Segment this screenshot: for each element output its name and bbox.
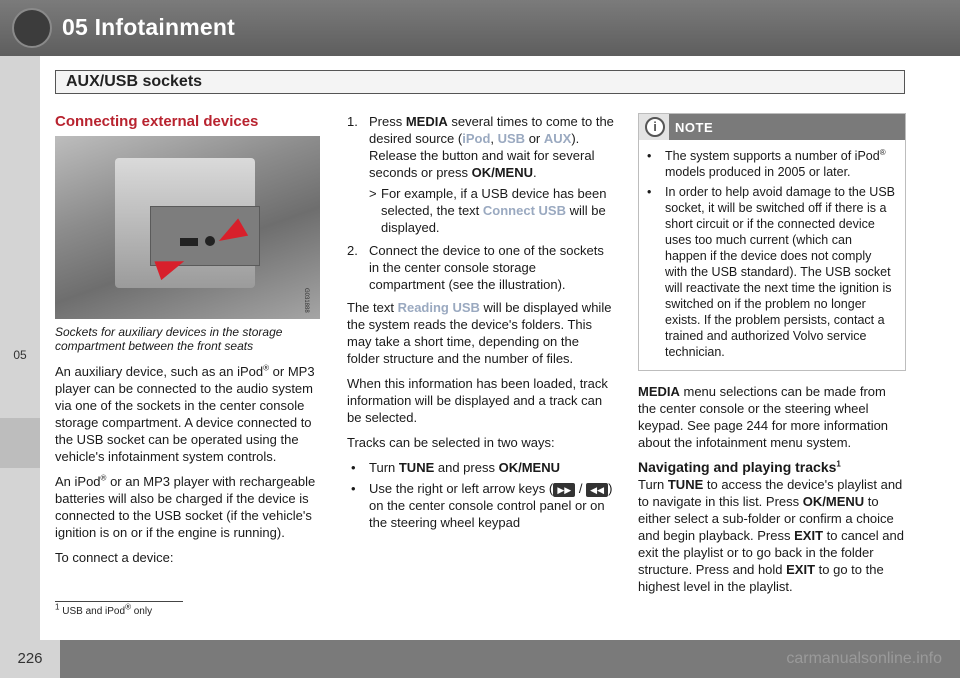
paragraph: When this information has been loaded, track information will be displayed and a track can be selected. xyxy=(347,376,608,425)
sidebar-tab xyxy=(0,56,40,640)
page-footer xyxy=(0,640,960,678)
paragraph: An auxiliary device, such as an iPod® or MP3 player can be connected to the audio system via one of the sockets in the center console storage compartment. A device connected to the USB socket can be operated using the vehicle's infotainment system controls. xyxy=(55,363,315,464)
page-number: 226 xyxy=(0,640,60,678)
step-item: 2. Connect the device to one of the sockets in the center console storage compartment (see the illustration). xyxy=(347,243,604,292)
bullet-item: • Use the right or left arrow keys ( ▶▶ / ◀◀ ) on the center console control panel or on the steering wheel keypad xyxy=(351,481,613,530)
footnote-divider xyxy=(55,601,183,602)
section-heading: Connecting external devices xyxy=(55,113,259,130)
chapter-title: 05 Infotainment xyxy=(62,14,235,40)
bullet-list xyxy=(347,459,615,531)
next-track-key-icon: ▶▶ xyxy=(553,483,575,497)
note-bullet-item: • The system supports a number of iPod® models produced in 2005 or later. xyxy=(647,147,886,179)
sidebar-tab-marker xyxy=(0,418,40,468)
paragraph: MEDIA menu selections can be made from the center console or the steering wheel keypad. See page 244 for more information about the infotainment menu system. xyxy=(638,384,889,450)
section-title: AUX/USB sockets xyxy=(66,73,203,90)
info-icon: i xyxy=(645,117,665,137)
bullet-item: • Turn TUNE and press OK/MENU xyxy=(351,460,560,475)
sidebar-chapter-number: 05 xyxy=(13,348,27,362)
chapter-header xyxy=(0,0,960,56)
image-caption: Sockets for auxiliary devices in the storage compartment between the front seats xyxy=(55,325,283,353)
section-header xyxy=(55,70,905,94)
note-header xyxy=(639,114,905,140)
previous-track-key-icon: ◀◀ xyxy=(586,483,608,497)
paragraph: Tracks can be selected in two ways: xyxy=(347,435,555,450)
image-code: G031888 xyxy=(303,288,309,313)
note-box xyxy=(638,113,906,371)
paragraph: An iPod® or an MP3 player with rechargeable batteries will also be charged if the device is connected to the USB socket (if the vehicle's ignition is on or if the engine is running). xyxy=(55,473,316,540)
note-label: NOTE xyxy=(675,120,714,135)
watermark: carmanualsonline.info xyxy=(786,650,942,667)
step-list xyxy=(347,113,615,293)
footnote: $^1$ USB and iPod® only xyxy=(55,602,153,617)
note-bullet-list xyxy=(643,148,897,360)
paragraph: The text Reading USB will be displayed while the system reads the device's folders. This may take a short time, depending on the folder structure and the number of files. xyxy=(347,300,612,366)
note-body xyxy=(639,140,905,370)
column-middle xyxy=(347,113,615,537)
column-right xyxy=(638,113,906,603)
speaker-icon xyxy=(12,8,52,48)
paragraph: Turn TUNE to access the device's playlist and to navigate in this list. Press OK/MENU to either select a sub-folder or confirm a choice and begin playback. Press EXIT to cancel and exit the playlist or to go back in the folder structure. Press and hold EXIT to go to the highest level in the playlist. xyxy=(638,477,904,594)
aux-socket-graphic xyxy=(205,236,215,246)
paragraph: To connect a device: xyxy=(55,550,174,565)
column-left xyxy=(55,113,320,574)
sub-step: > For example, if a USB device has been selected, the text Connect USB will be displayed. xyxy=(369,186,607,235)
step-item: 1. Press MEDIA several times to come to the desired source (iPod, USB or AUX). Release the button and wait for several seconds or press OK/MENU. > For example, if a USB device has been selected, the text Connect USB will be displayed. xyxy=(347,114,614,235)
note-bullet-item: • In order to help avoid damage to the USB socket, it will be switched off if there is a short circuit or if the connected device uses too much current (which can happen if the device does not comply with the USB standard). The USB socket will reactivate the next time the ignition is switched on if the problem no longer exists. If the problem persists, contact a trained and authorized Volvo service technician. xyxy=(647,185,896,359)
storage-compartment-photo xyxy=(55,136,320,319)
subsection-heading: Navigating and playing tracks$^1$ xyxy=(638,459,841,475)
usb-socket-graphic xyxy=(180,238,198,246)
